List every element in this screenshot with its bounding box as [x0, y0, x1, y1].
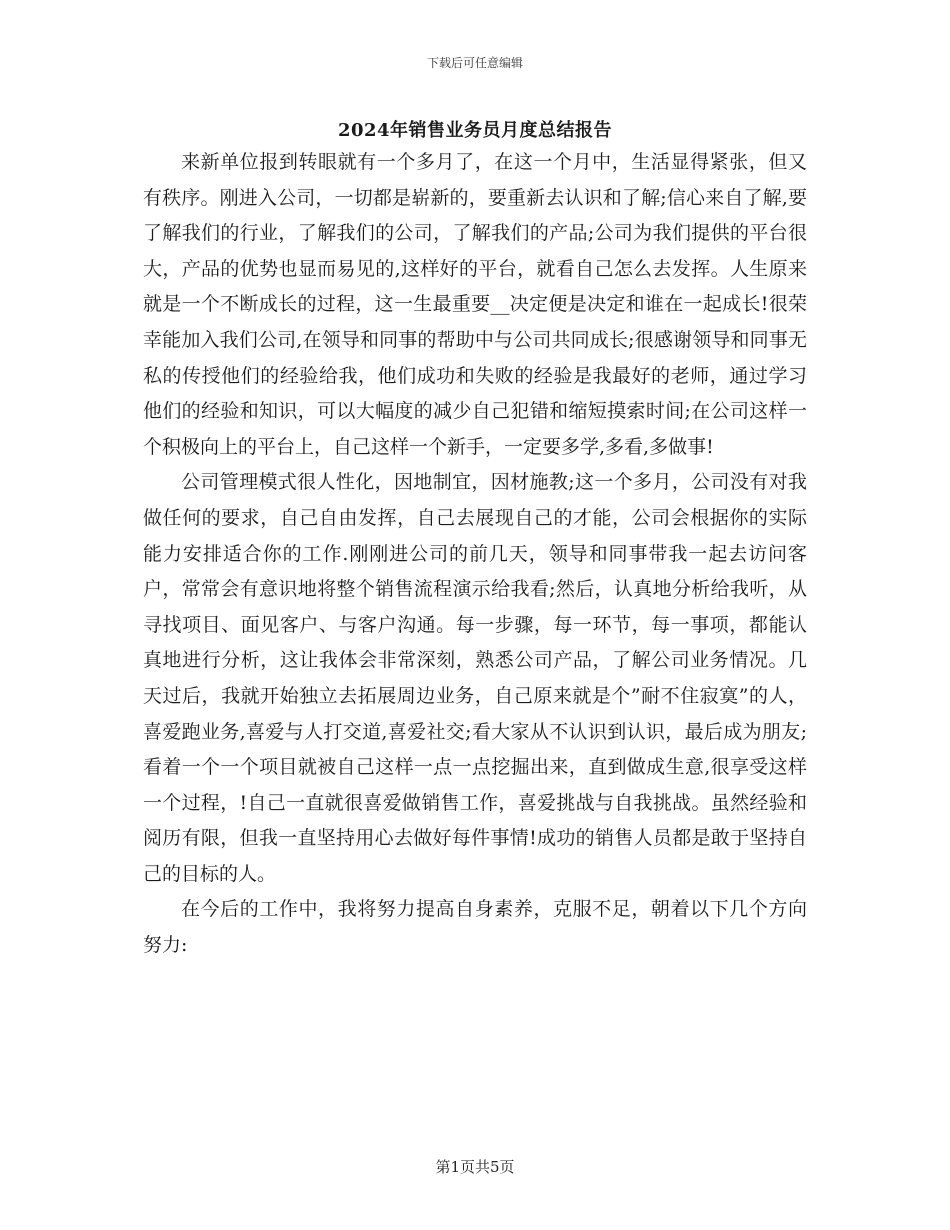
page-number: 第1页共5页	[435, 1158, 515, 1176]
paragraph-3: 在今后的工作中，我将努力提高自身素养，克服不足，朝着以下几个方向努力:	[143, 898, 807, 957]
paragraph-1: 来新单位报到转眼就有一个多月了，在这一个月中，生活显得紧张，但又有秩序。刚进入公司，一切都是崭新的，要重新去认识和了解;信心来自了解,要了解我们的行业，了解我们的公司，了解我们的产品;公司为我们提供的平台很大，产品的优势也显而易见的,这样好的平台，就看自己怎么去发挥。人生原来就是一个不断成长的过程，这一生最重要__决定便是决定和谁在一起成长!很荣幸能加入我们公司,在领导和同事的帮助中与公司共同成长;很感谢领导和同事无私的传授他们的经验给我，他们成功和失败的经验是我最好的老师，通过学习他们的经验和知识，可以大幅度的减少自己犯错和缩短摸索时间;在公司这样一个积极向上的平台上，自己这样一个新手，一定要多学,多看,多做事!	[143, 151, 807, 458]
document-body	[143, 145, 807, 964]
paragraph-2: 公司管理模式很人性化，因地制宜，因材施教;这一个多月，公司没有对我做任何的要求，自己自由发挥，自己去展现自己的才能，公司会根据你的实际能力安排适合你的工作.刚刚进公司的前几天，领导和同事带我一起去访问客户，常常会有意识地将整个销售流程演示给我看;然后，认真地分析给我听，从寻找项目、面见客户、与客户沟通。每一步骤，每一环节，每一事项，都能认真地进行分析，这让我体会非常深刻，熟悉公司产品，了解公司业务情况。几天过后，我就开始独立去拓展周边业务，自己原来就是个”耐不住寂寞”的人，喜爱跑业务,喜爱与人打交道,喜爱社交;看大家从不认识到认识，最后成为朋友;看着一个一个项目就被自己这样一点一点挖掘出来，直到做成生意,很享受这样一个过程，!自己一直就很喜爱做销售工作，喜爱挑战与自我挑战。虽然经验和阅历有限，但我一直坚持用心去做好每件事情!成功的销售人员都是敢于坚持自己的目标的人。	[143, 471, 807, 885]
document-title: 2024年销售业务员月度总结报告	[337, 120, 613, 141]
header-note: 下载后可任意编辑	[426, 56, 523, 70]
